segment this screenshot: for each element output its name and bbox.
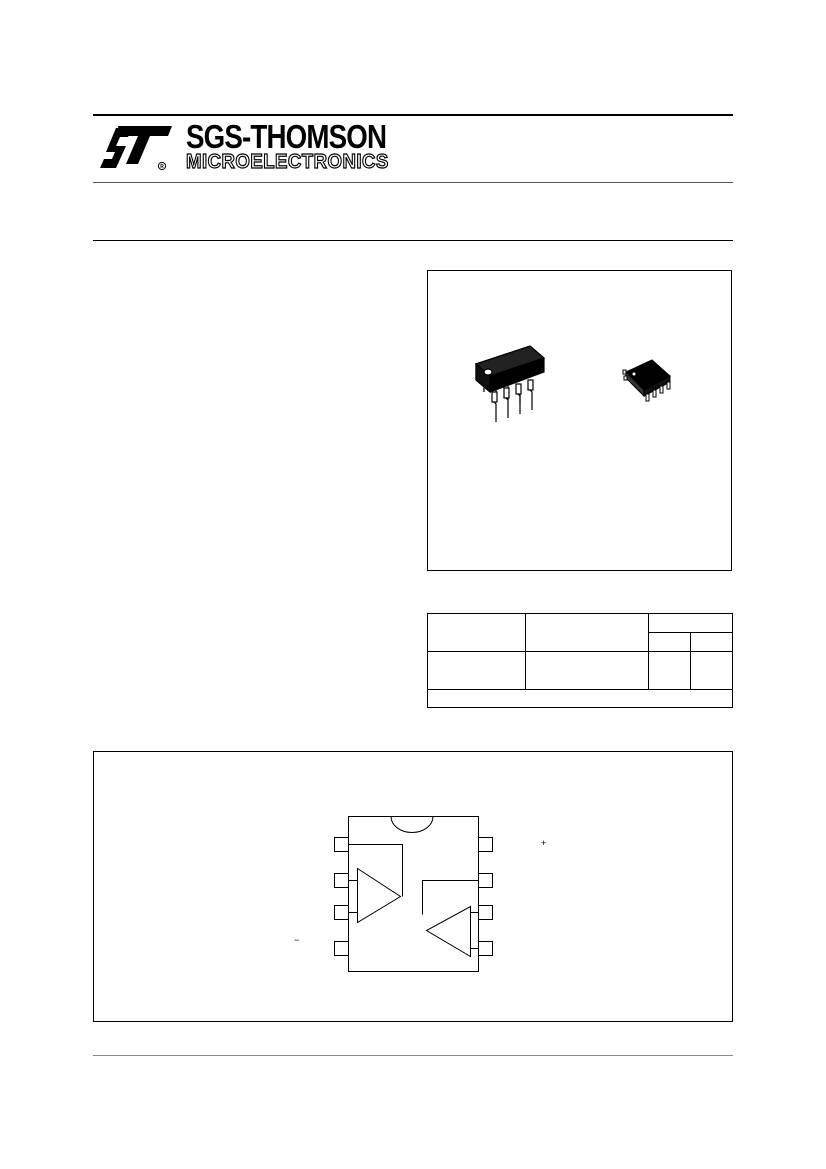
order-code-table	[427, 613, 733, 709]
dip8-package-icon	[470, 342, 550, 426]
vcc-plus-label: +	[541, 838, 547, 848]
top-rule	[93, 114, 733, 116]
brand-name: SGS-THOMSON	[186, 118, 387, 155]
ic-pinout-diagram	[334, 816, 494, 974]
brand-subtitle: MICROELECTRONICS	[186, 151, 389, 173]
st-logo-icon	[98, 124, 174, 174]
footer-rule	[93, 1055, 733, 1056]
so8-package-icon	[622, 356, 674, 402]
title-rule	[93, 240, 733, 241]
header-rule	[93, 182, 733, 183]
vcc-minus-label: −	[294, 935, 300, 945]
svg-text:R: R	[160, 164, 164, 170]
